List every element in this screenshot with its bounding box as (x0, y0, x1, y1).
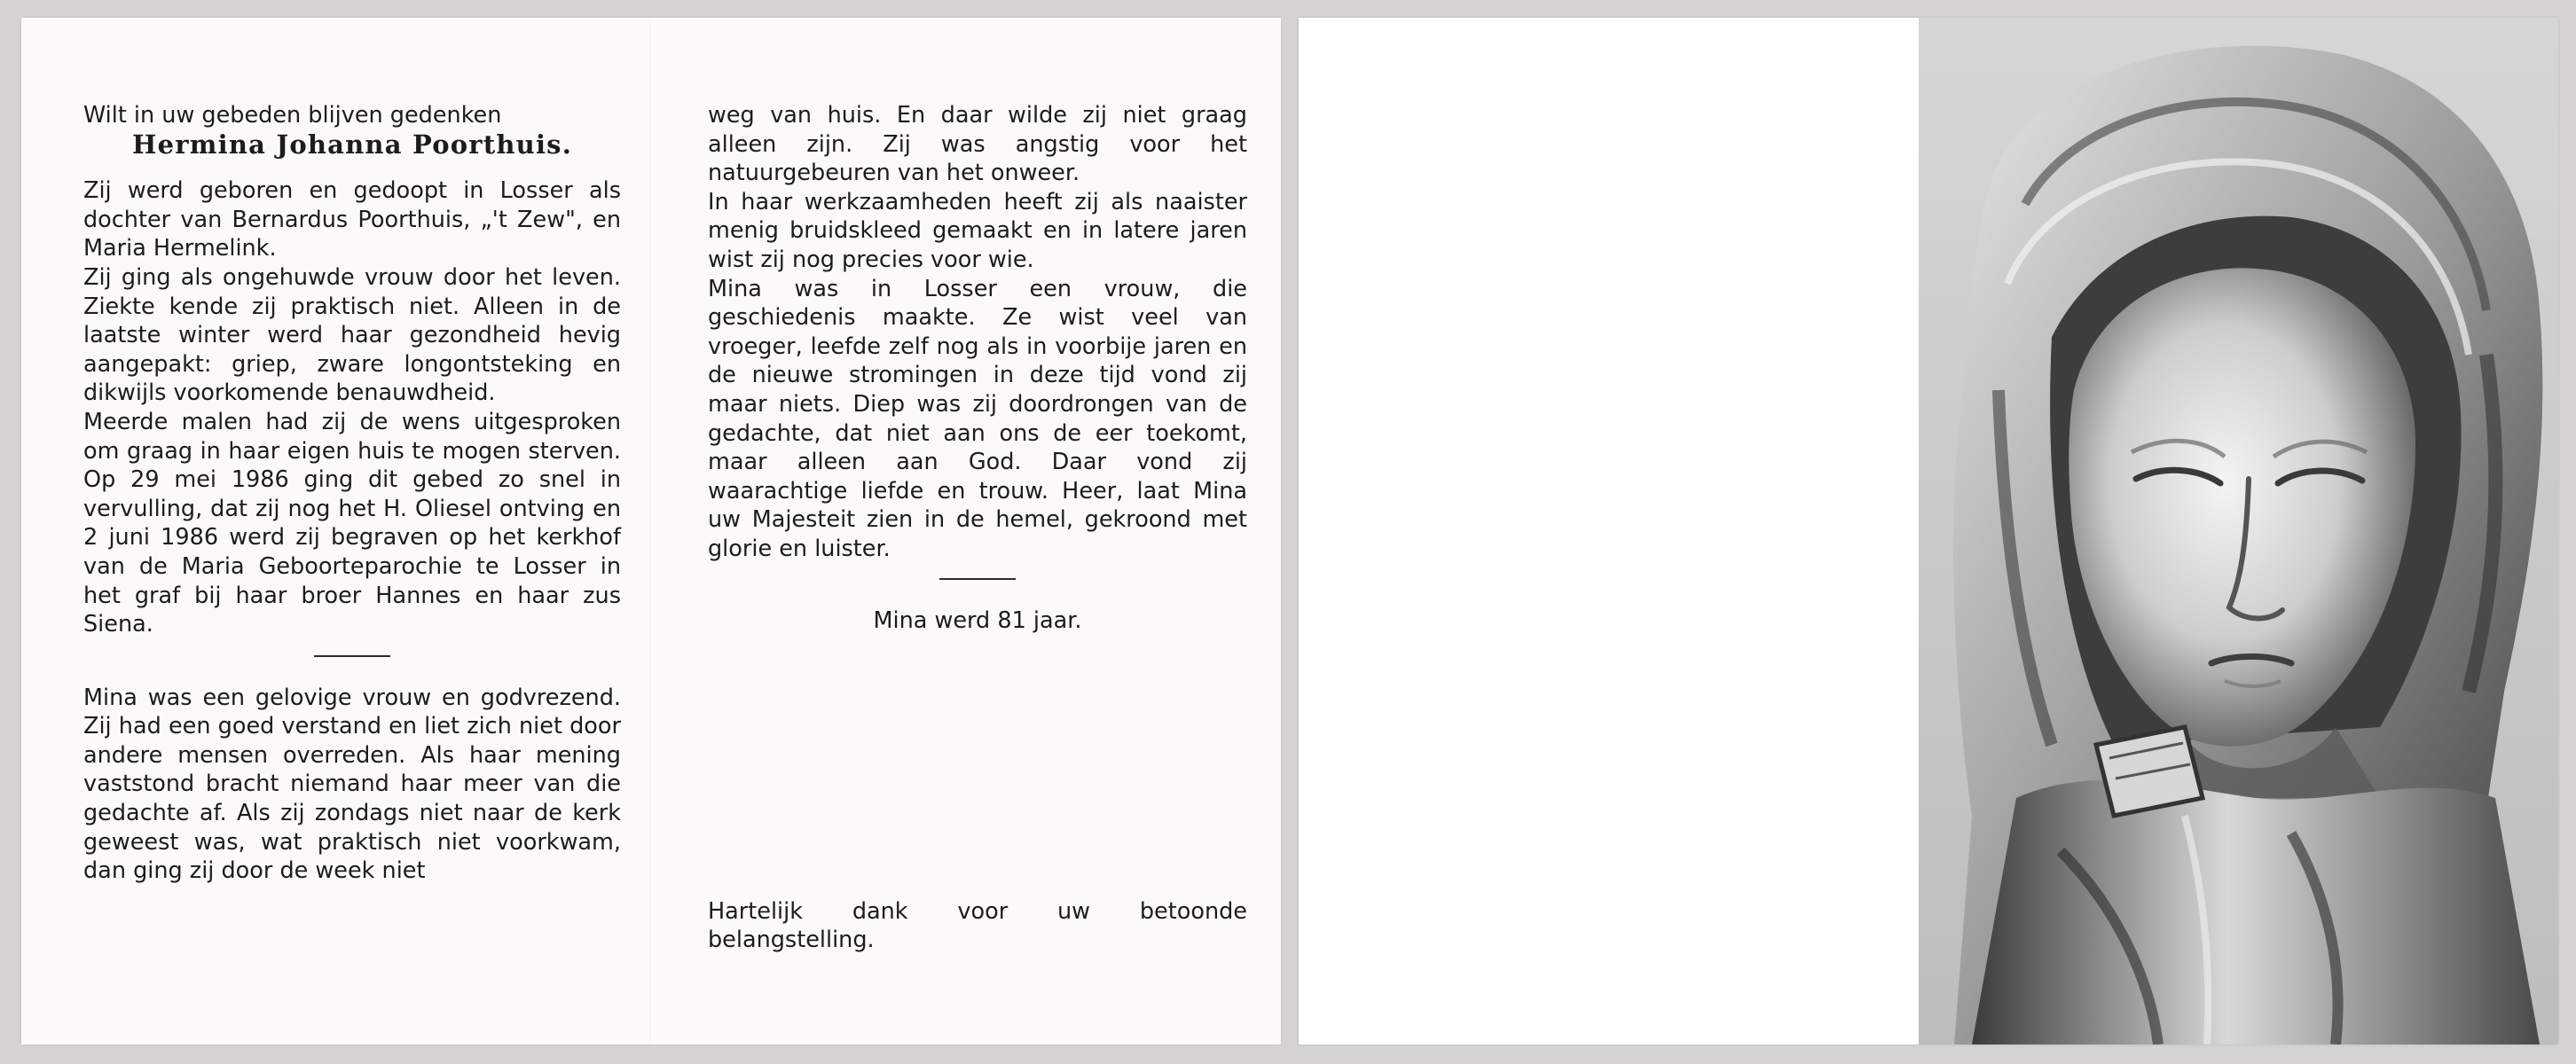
left-text-column (83, 101, 621, 886)
card-fold-line (649, 18, 651, 1044)
biography-paragraph-5: weg van huis. En daar wilde zij niet graag alleen zijn. Zij was angstig voor het natuurgebeuren van het onweer. (708, 102, 1247, 187)
right-text-column (708, 101, 1247, 635)
memorial-heading: Wilt in uw gebeden blijven gedenken (83, 102, 502, 129)
biography-paragraph-6: In haar werkzaamheden heeft zij als naaister menig bruidskleed gemaakt en in latere jaren wist zij nog precies voor wie. (708, 188, 1247, 273)
memorial-card-picture-panel (1299, 18, 2558, 1044)
section-divider (939, 578, 1016, 580)
section-divider (314, 655, 390, 657)
biography-paragraph-4: Mina was een gelovige vrouw en godvrezend. Zij had een goed verstand en liet zich niet door andere mensen overreden. Als haar mening vaststond bracht niemand haar meer van die gedachte af. Als zij zondags niet naar de kerk geweest was, wat praktisch niet voorkwam, dan ging zij door de week niet (83, 684, 621, 885)
biography-paragraph-3: Meerde malen had zij de wens uitgesproken om graag in haar eigen huis te mogen sterven. Op 29 mei 1986 ging dit gebed zo snel in vervulling, dat zij nog het H. Oliesel ontving en 2 juni 1986 werd zij begraven op het kerkhof van de Maria Geboorteparochie te Losser in het graf bij haar broer Hannes en haar zus Siena. (83, 408, 621, 638)
biography-paragraph-1: Zij werd geboren en gedoopt in Losser als dochter van Bernardus Poorthuis, „'t Zew", en Maria Hermelink. (83, 177, 621, 262)
biography-paragraph-7: Mina was in Losser een vrouw, die geschiedenis maakte. Ze wist veel van vroeger, leefde zelf nog als in voorbije jaren en de nieuwe stromingen in deze tijd vond zij maar niets. Diep was zij doordrongen van de gedachte, dat niet aan ons de eer toekomt, maar alleen aan God. Daar vond zij waarachtige liefde en trouw. Heer, laat Mina uw Majesteit zien in de hemel, gekroond met glorie en luister. (708, 275, 1247, 562)
blank-page (1299, 18, 1920, 1044)
thanks-line: Hartelijk dank voor uw betoonde belangstelling. (708, 897, 1247, 954)
biography-paragraph-2: Zij ging als ongehuwde vrouw door het leven. Ziekte kende zij praktisch niet. Alleen in de laatste winter werd haar gezondheid hevig aangepakt: griep, zware longontsteking en dikwijls voorkomende benauwdheid. (83, 263, 621, 407)
madonna-sculpture-image (1919, 18, 2558, 1044)
deceased-name: Hermina Johanna Poorthuis. (132, 129, 572, 160)
memorial-card-text-panel (21, 18, 1281, 1044)
age-line: Mina werd 81 jaar. (873, 606, 1082, 634)
